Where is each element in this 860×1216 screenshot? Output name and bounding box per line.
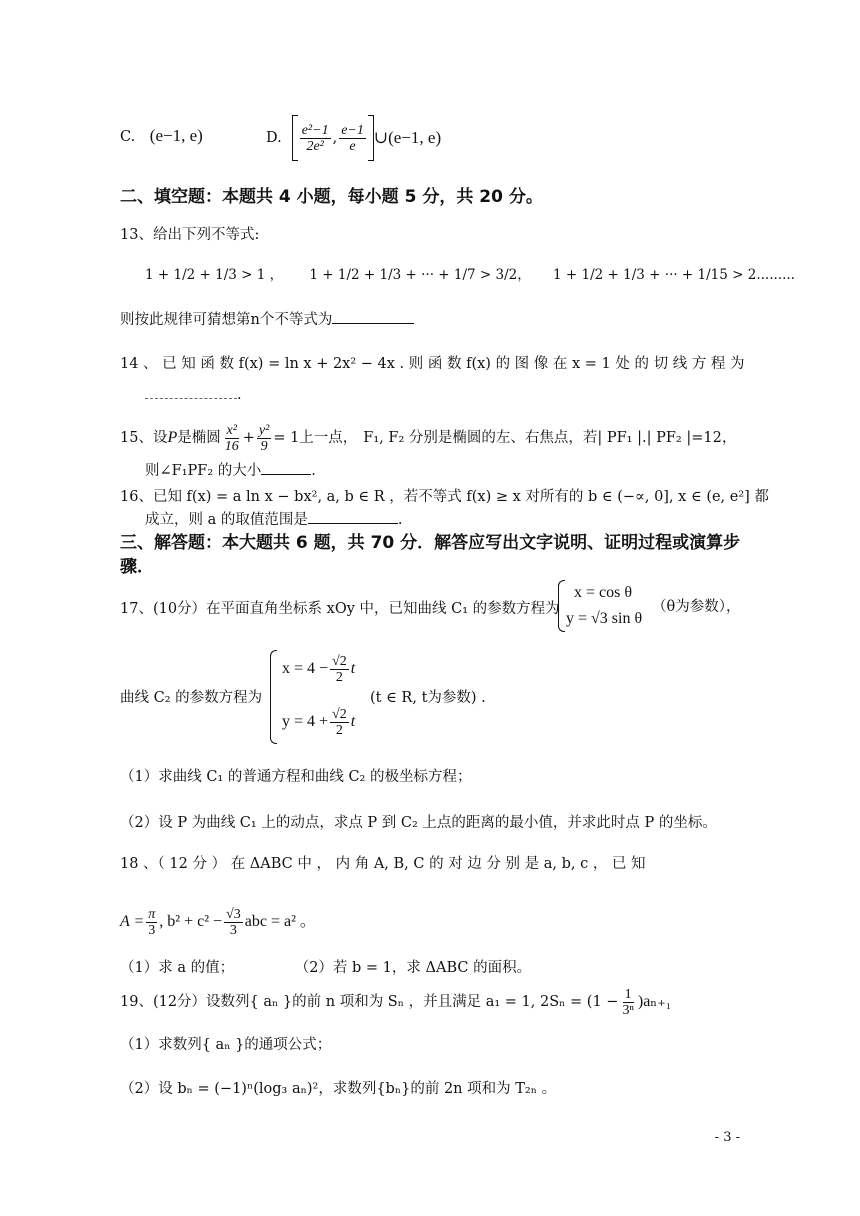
- left-bracket: [292, 115, 298, 161]
- q13-ineq-3: 1 + 1/2 + 1/3 + ··· + 1/15 > 2.........: [553, 267, 795, 283]
- q17-c2-x-pre: x = 4 −: [282, 660, 329, 677]
- q15-line-1: 15、设 P 是椭圆 $\frac{\text{x²}}{16}$ + $\frac{\text{y²}}{9}$ = 1上一点， F₁, F₂ 分别是椭圆的左、右焦点，若| PF₁ |.| PF₂ |=12，: [120, 422, 737, 454]
- q17-c2-x: [282, 647, 742, 691]
- section-2-title: 二、填空题：本题共 4 小题，每小题 5 分，共 20 分。: [120, 187, 543, 207]
- frac-numerator: π: [148, 906, 156, 922]
- q13-tail: [120, 309, 742, 331]
- q19-part-1: （1）求数列{ aₙ }的通项公式；: [120, 1037, 332, 1053]
- frac-denominator: 16: [224, 438, 239, 454]
- q13-inequalities: [145, 264, 795, 286]
- section-3-title-2: 骤．: [120, 557, 154, 577]
- q18-part-1: （1）求 a 的值；: [120, 960, 235, 976]
- answer-blank[interactable]: [261, 460, 311, 475]
- q15-point-p: P: [167, 429, 178, 446]
- option-d-label: D.: [266, 130, 282, 146]
- page-number: - 3 -: [714, 1130, 740, 1145]
- section-3-title-1: 三、解答题：本大题共 6 题，共 70 分．解答应写出文字说明、证明过程或演算步: [120, 533, 741, 553]
- frac-denominator: 2: [335, 669, 343, 685]
- frac-denominator: 2e²: [306, 138, 324, 154]
- q16-line-2-text: 成立，则 a 的取值范围是: [145, 512, 308, 528]
- frac-numerator: √2: [332, 706, 347, 722]
- frac-denominator: 3ⁿ: [622, 1002, 634, 1018]
- period: .: [237, 387, 242, 403]
- q18-line-2: [120, 900, 742, 944]
- frac-denominator: e: [349, 138, 356, 154]
- q16-line-1: 16、已知 f(x) = a ln x − bx², a, b ∈ R ，若不等式 f(x) ≥ x 对所有的 b ∈ (−∝, 0], x ∈ (e, e²] 都: [120, 489, 769, 505]
- q13-tail-text: 则按此规律可猜想第n个不等式为: [120, 312, 333, 328]
- q17-part-1: （1）求曲线 C₁ 的普通方程和曲线 C₂ 的极坐标方程；: [120, 769, 472, 785]
- q15-frac-x: [223, 423, 241, 454]
- q17-sqrt2-frac: [330, 654, 349, 685]
- q15-mid: 是椭圆: [177, 430, 221, 446]
- q17-t: t: [350, 713, 356, 730]
- option-d-tail: ∪(e−1, e): [373, 128, 442, 147]
- answer-blank[interactable]: [332, 309, 414, 324]
- q15-pre: 15、设: [120, 430, 168, 446]
- q17-c1-x: x = cos θ: [574, 584, 633, 601]
- frac-numerator: x²: [226, 422, 237, 438]
- q17-c2-y-pre: y = 4 +: [282, 713, 329, 730]
- q14-line-2: [145, 384, 742, 406]
- q17-c1-y: y = √3 sin θ: [566, 610, 643, 627]
- q15-rest: F₁, F₂ 分别是椭圆的左、右焦点，若| PF₁ |.| PF₂ |=12，: [363, 430, 737, 446]
- option-d: D. $\frac{\text{e²−1}}{\text{2e²}}$ , $\frac{e-1}{e}$ ∪(e−1, e): [266, 115, 742, 161]
- q17-c1-brace: [558, 580, 565, 632]
- option-c-expr: (e−1, e): [149, 126, 203, 145]
- q17-sqrt2-frac: [330, 707, 349, 738]
- q15-eq: = 1上一点，: [273, 430, 358, 446]
- q15-line-2: [145, 460, 742, 482]
- q18-part-2: （2）若 b = 1，求 ΔABC 的面积。: [294, 960, 532, 976]
- frac-denominator: 9: [260, 438, 268, 454]
- q17-part-2: （2）设 P 为曲线 C₁ 上的动点，求点 P 到 C₂ 上点的距离的最小值，并求此时点 P 的坐标。: [120, 815, 717, 831]
- q17-c2-pre: 曲线 C₂ 的参数方程为: [120, 690, 263, 706]
- option-c-label: C.: [120, 129, 136, 145]
- q17-c2-brace: [270, 650, 277, 744]
- q17-t: t: [350, 660, 356, 677]
- q17-c1-note: （θ为参数），: [652, 599, 741, 615]
- period: .: [311, 463, 316, 479]
- q18-a-eq: A =: [120, 913, 145, 930]
- q18-parts: [120, 957, 742, 979]
- frac-denominator: 2: [335, 722, 343, 738]
- frac-numerator: 1: [624, 986, 632, 1002]
- q19-part-2: （2）设 bₙ = (−1)ⁿ(log₃ aₙ)²，求数列{bₙ}的前 2n 项和为 T₂ₙ 。: [120, 1081, 557, 1097]
- q19-tail: )aₙ₊₁: [637, 993, 672, 1010]
- frac-numerator: y²: [258, 422, 270, 438]
- option-d-frac2: [339, 123, 366, 154]
- q18-sqrt3-frac: [224, 907, 243, 938]
- frac-numerator: e²−1: [301, 122, 329, 138]
- frac-numerator: √2: [332, 653, 347, 669]
- q17-c2-note: (t ∈ R, t为参数) .: [370, 690, 486, 706]
- answer-blank[interactable]: [308, 509, 398, 524]
- q13-ineq-2: 1 + 1/2 + 1/3 + ··· + 1/7 > 3/2，: [309, 267, 531, 283]
- q19-stem: [120, 982, 742, 1022]
- q15-frac-y: [257, 423, 271, 454]
- period: .: [397, 512, 403, 528]
- answer-blank[interactable]: [145, 384, 237, 399]
- q17-stem: 17、(10分）在平面直角坐标系 xOy 中，已知曲线 C₁ 的参数方程为: [120, 601, 560, 617]
- q13-stem: 13、给出下列不等式:: [120, 227, 260, 243]
- q13-ineq-1: 1 + 1/2 + 1/3 > 1 ，: [145, 267, 284, 283]
- frac-numerator: √3: [226, 906, 241, 922]
- frac-denominator: 3: [148, 922, 156, 938]
- option-d-frac1: [300, 123, 331, 154]
- q14-line-1: 14 、 已 知 函 数 f(x) = ln x + 2x² − 4x . 则 函 数 f(x) 的 图 像 在 x = 1 处 的 切 线 方 程 为: [120, 356, 745, 372]
- q18-line-1: 18 、（ 12 分 ） 在 ΔABC 中 ， 内 角 A, B, C 的 对 边 分 别 是 a, b, c ， 已 知: [120, 856, 646, 872]
- frac-numerator: e−1: [341, 122, 364, 138]
- q16-line-2: [145, 509, 742, 531]
- q19-frac: [620, 987, 635, 1018]
- q18-mid: , b² + c² −: [159, 913, 223, 930]
- q18-pi-frac: [146, 907, 157, 938]
- q18-tail: abc = a² 。: [244, 913, 316, 930]
- q15-line-2-text: 则∠F₁PF₂ 的大小: [145, 463, 262, 479]
- frac-denominator: 3: [229, 922, 237, 938]
- q19-stem-text: 19、(12分）设数列{ aₙ }的前 n 项和为 Sₙ ，并且满足 a₁ = 1, 2Sₙ = (1 −: [120, 994, 619, 1010]
